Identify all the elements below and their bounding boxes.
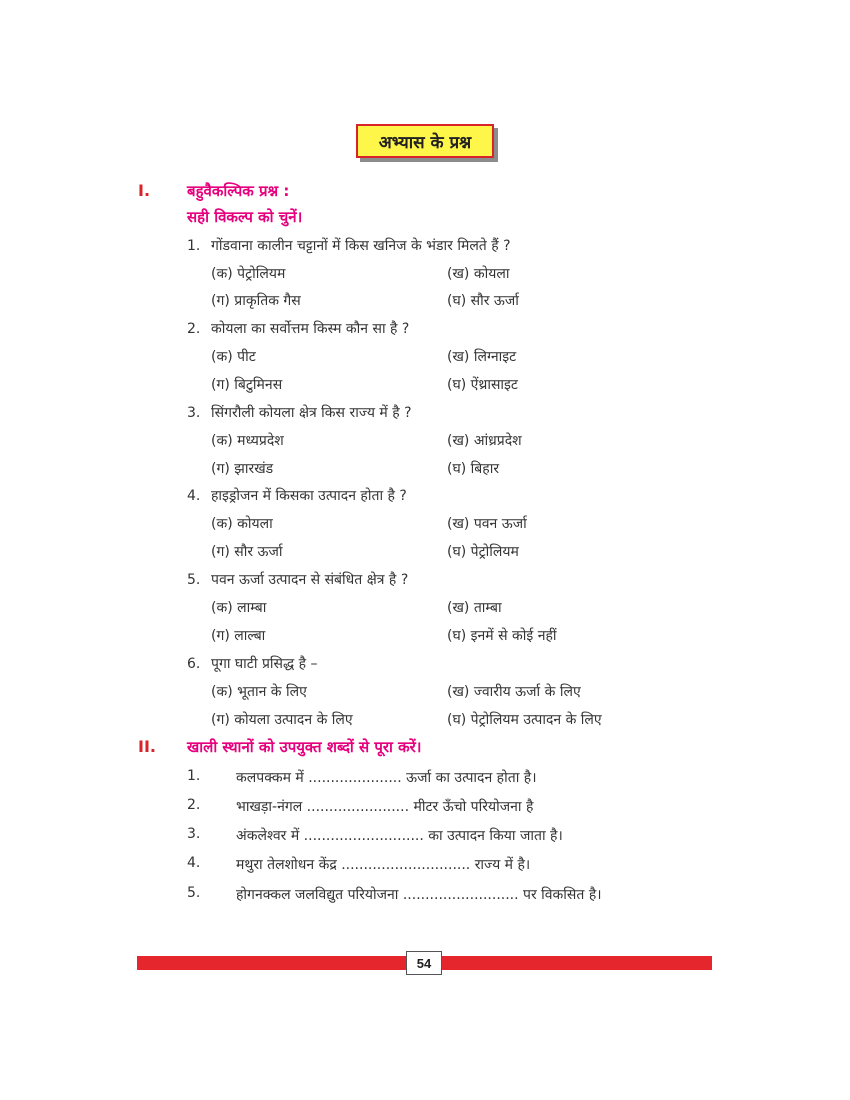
question-6 — [187, 654, 318, 673]
option-c: (ग) कोयला उत्पादन के लिए — [211, 712, 353, 728]
section-1-instruction: सही विकल्प को चुनें। — [187, 208, 303, 226]
page-number: 54 — [406, 951, 442, 975]
option-d: (घ) इनमें से कोई नहीं — [447, 628, 557, 644]
option-a: (क) मध्यप्रदेश — [211, 433, 284, 449]
fill-number: 2. — [187, 797, 201, 813]
option-a: (क) लाम्बा — [211, 600, 267, 616]
fill-blank-4: मथुरा तेलशोधन केंद्र ............................. राज्य में है। — [236, 857, 531, 873]
option-c: (ग) बिटुमिनस — [211, 377, 283, 393]
exercise-title: अभ्यास के प्रश्न — [356, 124, 494, 158]
question-number: 5. — [187, 572, 201, 588]
option-a: (क) भूतान के लिए — [211, 684, 307, 700]
question-number: 6. — [187, 656, 201, 672]
question-text: सिंगरौली कोयला क्षेत्र किस राज्य में है ? — [211, 405, 412, 421]
fill-blank-5: होगनक्कल जलविद्युत परियोजना .......................... पर विकसित है। — [236, 887, 602, 903]
question-number: 1. — [187, 238, 201, 254]
option-c: (ग) सौर ऊर्जा — [211, 544, 283, 560]
option-b: (ख) ताम्बा — [447, 600, 502, 616]
question-text: कोयला का सर्वोत्तम किस्म कौन सा है ? — [211, 321, 410, 337]
section-1-number: I. — [138, 181, 151, 200]
option-b: (ख) आंध्रप्रदेश — [447, 433, 522, 449]
fill-number: 4. — [187, 855, 201, 871]
option-d: (घ) पेट्रोलियम उत्पादन के लिए — [447, 712, 602, 728]
option-b: (ख) लिग्नाइट — [447, 349, 517, 365]
fill-blank-2: भाखड़ा-नंगल ....................... मीटर ऊँचो परियोजना है — [236, 799, 534, 815]
option-d: (घ) ऐंथ्रासाइट — [447, 377, 518, 393]
option-d: (घ) सौर ऊर्जा — [447, 293, 519, 309]
question-number: 4. — [187, 488, 201, 504]
question-text: हाइड्रोजन में किसका उत्पादन होता है ? — [211, 488, 407, 504]
option-c: (ग) लाल्बा — [211, 628, 266, 644]
option-b: (ख) पवन ऊर्जा — [447, 516, 527, 532]
question-5 — [187, 570, 408, 589]
section-2-number: II. — [138, 737, 156, 756]
fill-blank-1: कलपक्कम में ..................... ऊर्जा का उत्पादन होता है। — [236, 770, 537, 786]
question-3 — [187, 403, 412, 422]
option-c: (ग) प्राकृतिक गैस — [211, 293, 301, 309]
question-1 — [187, 236, 511, 255]
fill-number: 3. — [187, 826, 201, 842]
option-b: (ख) ज्वारीय ऊर्जा के लिए — [447, 684, 581, 700]
question-2 — [187, 319, 409, 338]
question-number: 2. — [187, 321, 201, 337]
question-4 — [187, 486, 407, 505]
section-1-heading: बहुवैकल्पिक प्रश्न : — [187, 182, 290, 200]
option-a: (क) कोयला — [211, 516, 273, 532]
option-d: (घ) बिहार — [447, 461, 500, 477]
option-b: (ख) कोयला — [447, 266, 510, 282]
option-a: (क) पेट्रोलियम — [211, 266, 286, 282]
option-d: (घ) पेट्रोलियम — [447, 544, 519, 560]
question-text: पूगा घाटी प्रसिद्ध है – — [211, 656, 318, 672]
fill-number: 1. — [187, 768, 201, 784]
option-a: (क) पीट — [211, 349, 256, 365]
section-2-heading: खाली स्थानों को उपयुक्त शब्दों से पूरा करें। — [187, 738, 422, 756]
fill-number: 5. — [187, 885, 201, 901]
question-text: गोंडवाना कालीन चट्टानों में किस खनिज के भंडार मिलते हैं ? — [211, 238, 511, 254]
option-c: (ग) झारखंड — [211, 461, 274, 477]
fill-blank-3: अंकलेश्वर में ........................... का उत्पादन किया जाता है। — [236, 828, 563, 844]
question-text: पवन ऊर्जा उत्पादन से संबंधित क्षेत्र है ? — [211, 572, 409, 588]
question-number: 3. — [187, 405, 201, 421]
